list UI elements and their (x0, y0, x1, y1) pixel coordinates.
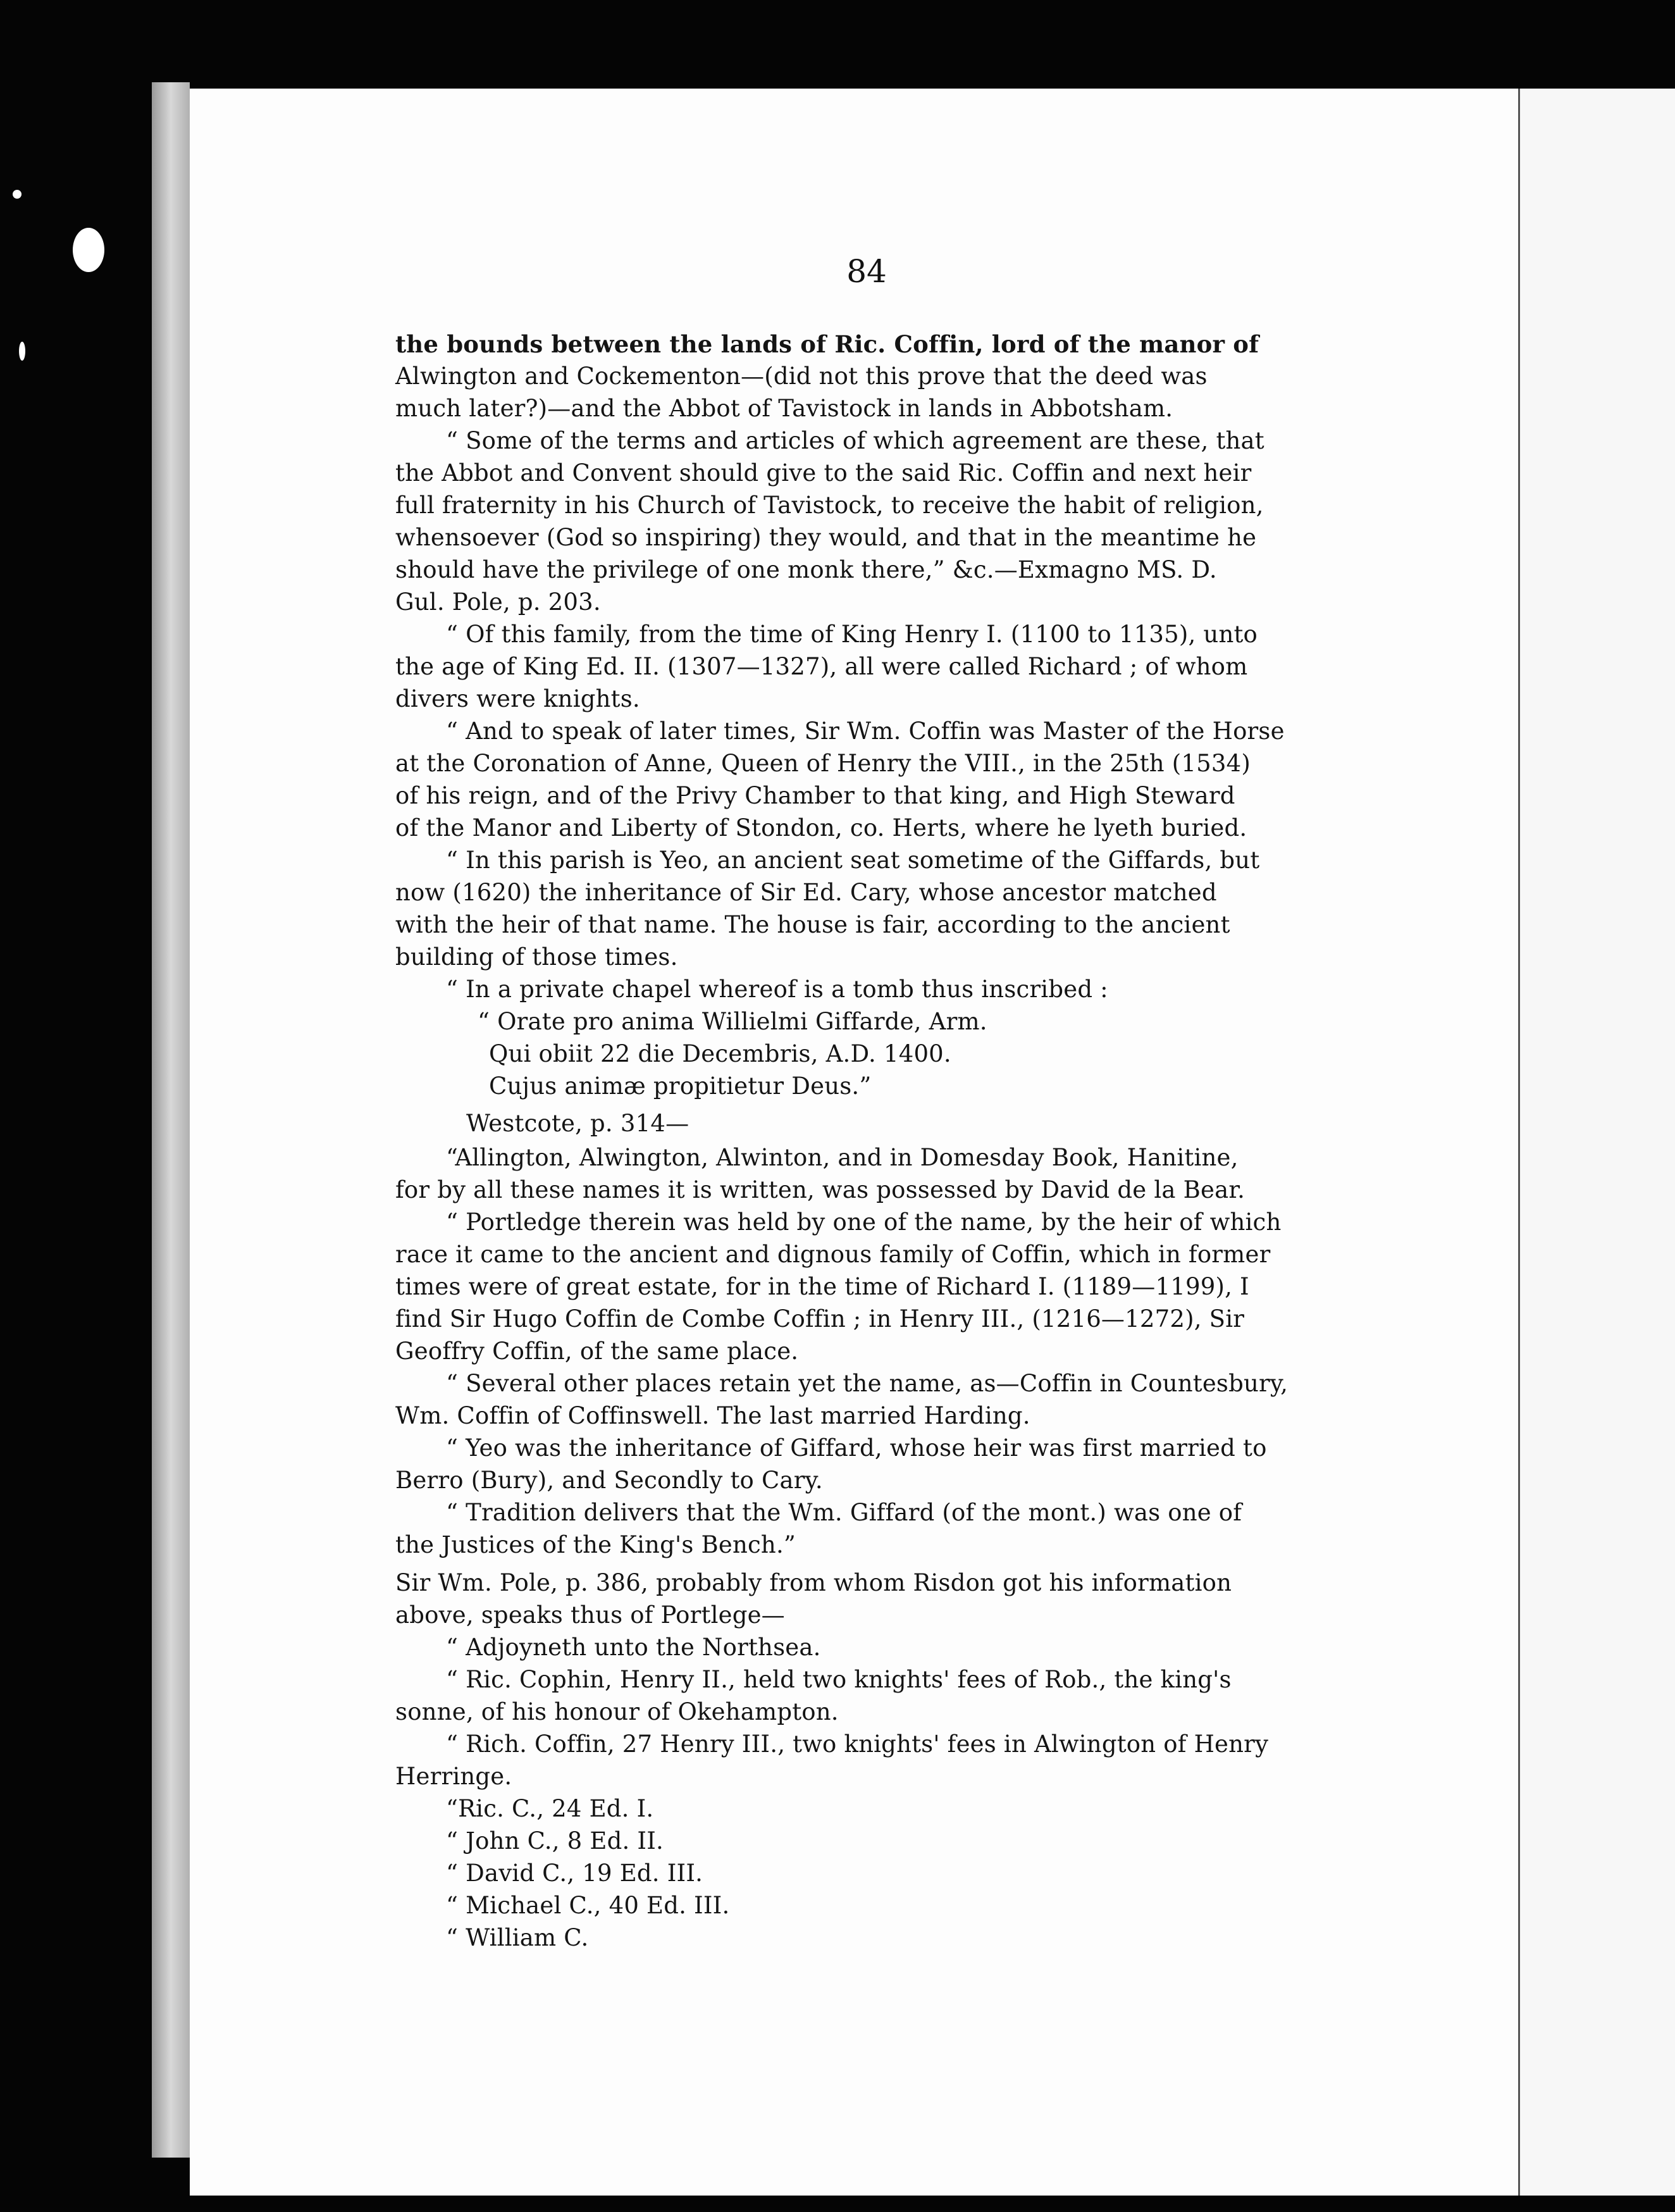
text-line: “ Some of the terms and articles of which agreement are these, that (446, 427, 1264, 454)
text-line: find Sir Hugo Coffin de Combe Coffin ; in Henry III., (1216—1272), Sir (395, 1305, 1245, 1333)
text-line: building of those times. (395, 943, 678, 971)
text-line: with the heir of that name. The house is fair, according to the ancient (395, 911, 1230, 938)
text-line: Wm. Coffin of Coffinswell. The last married Harding. (395, 1402, 1030, 1429)
text-line: “ Rich. Coffin, 27 Henry III., two knights' fees in Alwington of Henry (446, 1730, 1269, 1758)
text-line: “ Yeo was the inheritance of Giffard, whose heir was first married to (446, 1434, 1267, 1462)
inscription-line: Qui obiit 22 die Decembris, A.D. 1400. (489, 1040, 951, 1067)
text-line: “ Tradition delivers that the Wm. Giffard (of the mont.) was one of (446, 1499, 1242, 1526)
text-line: the Justices of the King's Bench.” (395, 1531, 796, 1558)
text-line: the bounds between the lands of Ric. Coffin, lord of the manor of (395, 330, 1259, 358)
list-item: “Ric. C., 24 Ed. I. (446, 1795, 654, 1822)
text-line: race it came to the ancient and dignous family of Coffin, which in former (395, 1241, 1271, 1268)
text-line: “ Ric. Cophin, Henry II., held two knights' fees of Rob., the king's (446, 1666, 1232, 1693)
text-line: Berro (Bury), and Secondly to Cary. (395, 1467, 823, 1494)
list-item: “ John C., 8 Ed. II. (446, 1827, 664, 1855)
page-number: 84 (846, 253, 887, 290)
list-item: “ David C., 19 Ed. III. (446, 1860, 703, 1887)
text-line: above, speaks thus of Portlege— (395, 1601, 785, 1629)
list-item: “ William C. (446, 1924, 589, 1951)
text-line: divers were knights. (395, 685, 640, 712)
text-line: Westcote, p. 314— (466, 1110, 689, 1137)
inscription-line: “ Orate pro anima Willielmi Giffarde, Arm. (478, 1008, 987, 1035)
list-item: “ Michael C., 40 Ed. III. (446, 1892, 730, 1919)
text-line: Geoffry Coffin, of the same place. (395, 1338, 799, 1365)
text-line: should have the privilege of one monk there,” &c.—Exmagno MS. D. (395, 556, 1217, 583)
text-line: of his reign, and of the Privy Chamber to that king, and High Steward (395, 782, 1235, 809)
text-line: “ Several other places retain yet the name, as—Coffin in Countesbury, (446, 1370, 1289, 1397)
text-line: times were of great estate, for in the time of Richard I. (1189—1199), I (395, 1273, 1249, 1300)
text-line: the age of King Ed. II. (1307—1327), all were called Richard ; of whom (395, 653, 1248, 680)
text-line: now (1620) the inheritance of Sir Ed. Cary, whose ancestor matched (395, 879, 1217, 906)
text-line: at the Coronation of Anne, Queen of Henry the VIII., in the 25th (1534) (395, 750, 1251, 777)
text-line: much later?)—and the Abbot of Tavistock in lands in Abbotsham. (395, 395, 1173, 422)
text-line: for by all these names it is written, was possessed by David de la Bear. (395, 1176, 1245, 1203)
text-line: Herringe. (395, 1763, 512, 1790)
text-line: the Abbot and Convent should give to the said Ric. Coffin and next heir (395, 459, 1252, 487)
text-line: “ In this parish is Yeo, an ancient seat sometime of the Giffards, but (446, 847, 1260, 874)
text-line: Sir Wm. Pole, p. 386, probably from whom Risdon got his information (395, 1569, 1232, 1596)
text-line: whensoever (God so inspiring) they would, and that in the meantime he (395, 524, 1257, 551)
text-line: of the Manor and Liberty of Stondon, co. Herts, where he lyeth buried. (395, 814, 1247, 842)
text-line: Alwington and Cockementon—(did not this prove that the deed was (395, 363, 1208, 390)
text-line: Gul. Pole, p. 203. (395, 588, 601, 616)
text-line: full fraternity in his Church of Tavistock, to receive the habit of religion, (395, 492, 1264, 519)
text-line: “ In a private chapel whereof is a tomb thus inscribed : (446, 976, 1108, 1003)
text-line: “Allington, Alwington, Alwinton, and in Domesday Book, Hanitine, (446, 1144, 1239, 1171)
inscription-line: Cujus animæ propitietur Deus.” (489, 1072, 872, 1100)
text-line: “ Of this family, from the time of King Henry I. (1100 to 1135), unto (446, 621, 1258, 648)
text-line: “ Adjoyneth unto the Northsea. (446, 1634, 821, 1661)
text-line: “ Portledge therein was held by one of the name, by the heir of which (446, 1209, 1282, 1236)
text-line: sonne, of his honour of Okehampton. (395, 1698, 839, 1725)
text-line: “ And to speak of later times, Sir Wm. Coffin was Master of the Horse (446, 718, 1285, 745)
